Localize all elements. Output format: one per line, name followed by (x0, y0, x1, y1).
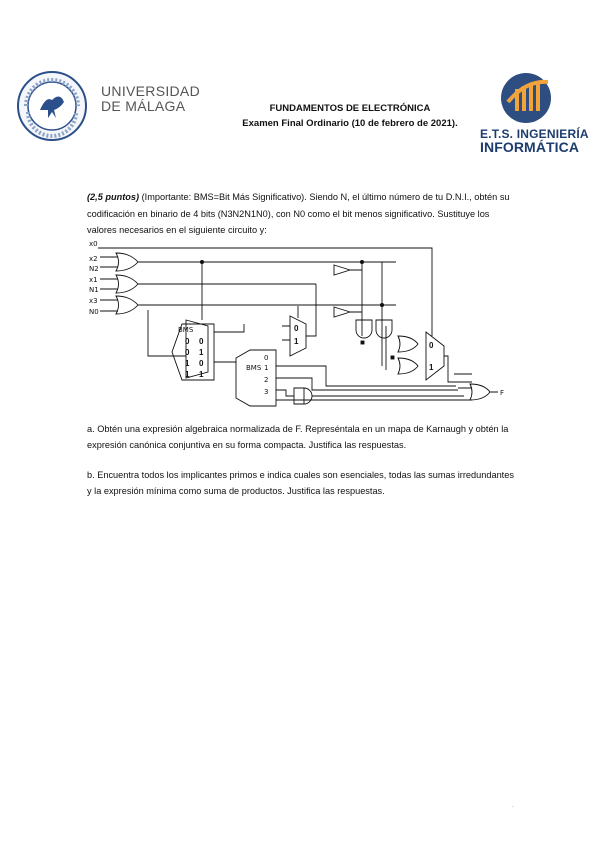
marker-dot (391, 356, 394, 359)
mux2-right-in0: 0 (429, 341, 434, 350)
input-label-x1: x1 (89, 276, 98, 284)
footer-mark: . (512, 803, 514, 809)
course-title: FUNDAMENTOS DE ELECTRÓNICA (269, 103, 431, 114)
question-intro (87, 189, 517, 239)
mux4-cell: 0 (199, 359, 204, 368)
mux4-label: BMS (178, 326, 194, 334)
mux4-cell: 1 (185, 359, 190, 368)
demux-out: 0 (264, 354, 269, 362)
university-seal-logo (16, 70, 88, 142)
mux2-middle-in0: 0 (294, 324, 299, 333)
and-gates (356, 320, 392, 338)
school-line1: E.T.S. INGENIERÍA (480, 127, 589, 141)
question-intro-text: (Importante: BMS=Bit Más Significativo). Siendo N, el último número de tu D.N.I., obtén su codificación en binario de 4 bits (N3N2N1N0), con N0 como el bit menos significativo. Sustituye los valores necesarios en el siguiente circuito y: (87, 192, 510, 235)
school-line2: INFORMÁTICA (480, 139, 580, 155)
wire-verticals (362, 262, 386, 370)
part-a: a. Obtén una expresión algebraica normalizada de F. Represéntala en un mapa de Karnaugh y obtén la expresión canónica conjuntiva en su forma compacta. Justifica las respuestas. (87, 424, 509, 450)
demux (236, 350, 276, 406)
mux4-cell: 0 (199, 337, 204, 346)
input-gates (100, 253, 138, 314)
output-label: F (500, 389, 505, 397)
university-line1: UNIVERSIDAD (101, 83, 200, 99)
demux-out: 3 (264, 388, 269, 396)
input-label-n2: N2 (89, 265, 99, 273)
input-label-x2: x2 (89, 255, 98, 263)
wire-buses (138, 262, 396, 305)
input-label-x3: x3 (89, 297, 98, 305)
logic-circuit (86, 236, 526, 416)
school-name (480, 128, 589, 154)
input-label-n0: N0 (89, 308, 99, 316)
buffer-gate (334, 265, 362, 275)
mux4-cell: 0 (185, 348, 190, 357)
mux4-cell: 1 (185, 370, 190, 379)
output-or-gate (470, 384, 498, 400)
demux-out: 1 (264, 364, 269, 372)
input-label-n1: N1 (89, 286, 99, 294)
mux2-right-in1: 1 (429, 363, 434, 372)
wire-mux-out (444, 356, 458, 382)
input-label-x0: x0 (89, 240, 98, 248)
demux-out: 2 (264, 376, 269, 384)
mux2-middle-in1: 1 (294, 337, 299, 346)
part-b: b. Encuentra todos los implicantes primos e indica cuales son esenciales, todas las sumas irredundantes y la expresión mínima como suma de productos. Justifica las respuestas. (87, 470, 514, 496)
university-name (101, 84, 200, 114)
university-line2: DE MÁLAGA (101, 98, 186, 114)
mux4-cell: 1 (199, 348, 204, 357)
demux-label: BMS (246, 364, 262, 372)
wire-mux2-middle (282, 284, 316, 340)
exam-title: Examen Final Ordinario (10 de febrero de 2021). (242, 118, 458, 129)
mux4-cell: 0 (185, 337, 190, 346)
buffer-gate (334, 307, 362, 317)
or-gates (398, 336, 418, 374)
marker-dot (361, 341, 364, 344)
mux2-right (426, 332, 444, 380)
mux4-cell: 1 (199, 370, 204, 379)
mux2-middle (290, 316, 306, 356)
question-points: (2,5 puntos) (87, 192, 140, 202)
ets-school-logo (500, 72, 552, 124)
